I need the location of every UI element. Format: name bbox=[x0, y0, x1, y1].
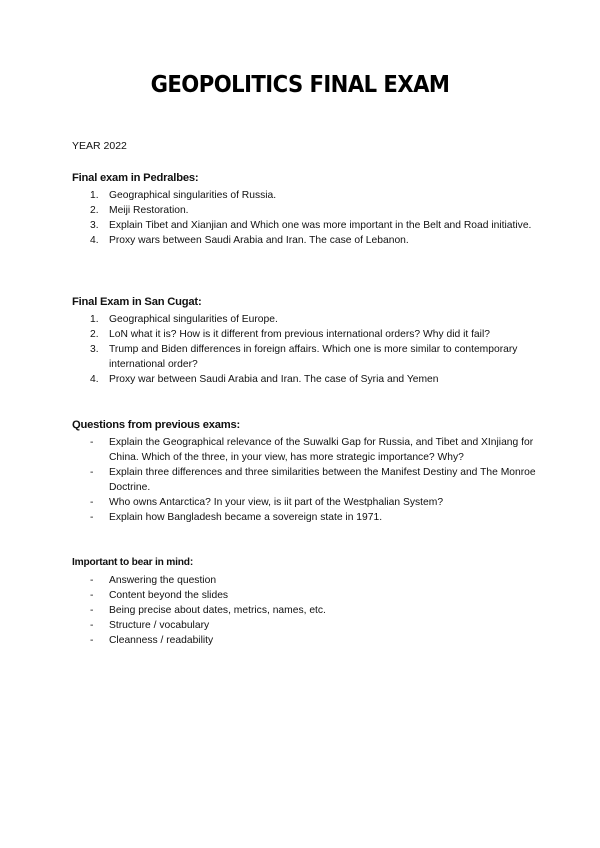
list-marker: 1. bbox=[90, 314, 99, 325]
list-item bbox=[72, 603, 542, 618]
san-cugat-question-list bbox=[72, 312, 542, 387]
list-item-text: Explain Tibet and Xianjian and Which one was more important in the Belt and Road initiative. bbox=[109, 220, 532, 231]
list-item bbox=[72, 495, 542, 510]
list-marker: 4. bbox=[90, 235, 99, 246]
list-marker: 4. bbox=[90, 374, 99, 385]
list-marker: 2. bbox=[90, 329, 99, 340]
pedralbes-question-list bbox=[72, 188, 542, 248]
list-marker: 3. bbox=[90, 344, 99, 355]
list-marker: 2. bbox=[90, 205, 99, 216]
list-marker: - bbox=[90, 635, 94, 646]
list-marker: - bbox=[90, 575, 94, 586]
list-item-text: Explain how Bangladesh became a sovereign state in 1971. bbox=[109, 512, 383, 523]
list-item bbox=[72, 342, 542, 372]
list-marker: - bbox=[90, 467, 94, 478]
list-item-text: LoN what it is? How is it different from previous international orders? Why did it fail? bbox=[109, 329, 490, 340]
list-item bbox=[72, 633, 542, 648]
list-marker: - bbox=[90, 437, 94, 448]
list-marker: - bbox=[90, 620, 94, 631]
list-marker: - bbox=[90, 605, 94, 616]
list-item bbox=[72, 465, 542, 495]
list-item-text: Being precise about dates, metrics, names, etc. bbox=[109, 605, 326, 616]
list-item-text: Structure / vocabulary bbox=[109, 620, 210, 631]
section-heading-san-cugat: Final Exam in San Cugat: bbox=[72, 296, 202, 308]
list-item-text: Proxy war between Saudi Arabia and Iran. The case of Syria and Yemen bbox=[109, 374, 439, 385]
list-item-text: Geographical singularities of Europe. bbox=[109, 314, 278, 325]
list-item bbox=[72, 218, 542, 233]
page-title: GEOPOLITICS FINAL EXAM bbox=[150, 72, 450, 98]
year-label: YEAR 2022 bbox=[72, 140, 127, 152]
list-item-text: Explain the Geographical relevance of the Suwalki Gap for Russia, and Tibet and XInjiang for China. Which of the three, in your view, has more strategic importance? Why? bbox=[109, 437, 534, 463]
list-marker: 3. bbox=[90, 220, 99, 231]
list-item-text: Proxy wars between Saudi Arabia and Iran. The case of Lebanon. bbox=[109, 235, 409, 246]
list-item-text: Cleanness / readability bbox=[109, 635, 214, 646]
list-item-text: Content beyond the slides bbox=[109, 590, 229, 601]
list-item bbox=[72, 203, 542, 218]
list-item-text: Answering the question bbox=[109, 575, 217, 586]
list-item bbox=[72, 573, 542, 588]
list-item-text: Geographical singularities of Russia. bbox=[109, 190, 277, 201]
list-item bbox=[72, 618, 542, 633]
list-item bbox=[72, 188, 542, 203]
section-heading-previous-exams: Questions from previous exams: bbox=[72, 419, 241, 431]
previous-exams-question-list bbox=[72, 435, 542, 525]
list-item bbox=[72, 312, 542, 327]
list-item bbox=[72, 435, 542, 465]
list-item-text: Meiji Restoration. bbox=[109, 205, 189, 216]
list-item-text: Trump and Biden differences in foreign affairs. Which one is more similar to contemporary international order? bbox=[109, 344, 518, 370]
list-marker: - bbox=[90, 497, 94, 508]
section-heading-pedralbes: Final exam in Pedralbes: bbox=[72, 172, 199, 184]
important-points-list bbox=[72, 573, 542, 648]
list-item bbox=[72, 510, 542, 525]
section-heading-important: Important to bear in mind: bbox=[72, 557, 194, 568]
list-item bbox=[72, 372, 542, 387]
list-marker: - bbox=[90, 590, 94, 601]
list-item-text: Who owns Antarctica? In your view, is iit part of the Westphalian System? bbox=[109, 497, 444, 508]
list-item-text: Explain three differences and three similarities between the Manifest Destiny and The Monroe Doctrine. bbox=[109, 467, 536, 493]
list-item bbox=[72, 233, 542, 248]
list-marker: - bbox=[90, 512, 94, 523]
list-item bbox=[72, 327, 542, 342]
list-item bbox=[72, 588, 542, 603]
list-marker: 1. bbox=[90, 190, 99, 201]
